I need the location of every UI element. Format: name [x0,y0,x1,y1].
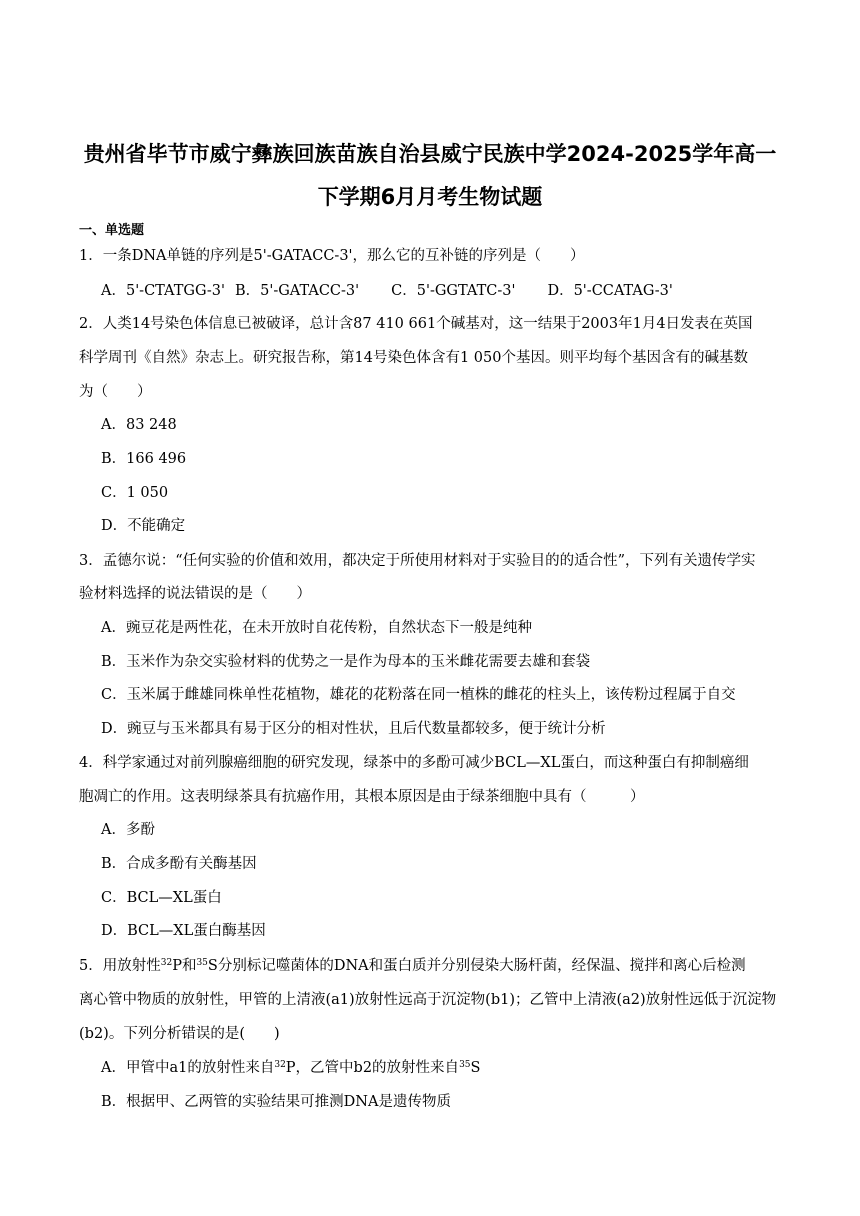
section-heading: 一、单选题 [79,223,145,238]
q2-option-a: A．83 248 [101,417,177,433]
q2-stem-line-1: 2．人类14号染色体信息已被破译，总计含87 410 661个碱基对，这一结果于2003年1月4日发表在英国 [79,316,753,332]
q5-stem-text: 5．用放射性 [79,958,161,974]
q4-stem-line-2: 胞凋亡的作用。这表明绿茶具有抗癌作用，其根本原因是由于绿茶细胞中具有（ ） [79,789,645,805]
q1-option-c: C．5'-GGTATC-3' [391,283,516,299]
isotope-superscript: 32 [274,1060,286,1070]
q3-stem-line-2: 验材料选择的说法错误的是（ ） [79,586,311,602]
q3-option-c: C．玉米属于雌雄同株单性花植物，雄花的花粉落在同一植株的雌花的柱头上，该传粉过程属于自交 [101,687,736,703]
q5-option-a-text: P，乙管中b2的放射性来自 [285,1060,460,1076]
q5-stem-text: S分别标记噬菌体的DNA和蛋白质并分别侵染大肠杆菌，经保温、搅拌和离心后检测 [207,958,746,974]
q1-option-b: B．5'-GATACC-3' [234,283,360,299]
exam-title-line-1: 贵州省毕节市威宁彝族回族苗族自治县威宁民族中学2024-2025学年高一 [83,142,777,166]
q1-option-a: A．5'-CTATGG-3' [101,283,225,299]
isotope-superscript: 35 [459,1060,471,1070]
q2-option-c: C．1 050 [101,485,169,501]
q4-option-b: B．合成多酚有关酶基因 [101,856,257,872]
q3-option-b: B．玉米作为杂交实验材料的优势之一是作为母本的玉米雌花需要去雄和套袋 [101,654,591,670]
q5-stem-text: P和 [172,958,197,974]
q5-option-b: B．根据甲、乙两管的实验结果可推测DNA是遗传物质 [101,1094,451,1110]
q5-stem-line-2: 离心管中物质的放射性，甲管的上清液(a1)放射性远高于沉淀物(b1)；乙管中上清液(a2)放射性远低于沉淀物 [79,992,777,1008]
q3-option-d: D．豌豆与玉米都具有易于区分的相对性状，且后代数量都较多，便于统计分析 [101,721,606,737]
q2-stem-line-2: 科学周刊《自然》杂志上。研究报告称，第14号染色体含有1 050个基因。则平均每个基因含有的碱基数 [79,350,748,366]
q5-option-a-text: A．甲管中a1的放射性来自 [101,1060,275,1076]
q4-option-a: A．多酚 [101,822,155,838]
q5-stem-line-1 [79,956,746,976]
q3-stem-line-1: 3．孟德尔说：“任何实验的价值和效用，都决定于所使用材料对于实验目的的适合性”，下列有关遗传学实 [79,553,756,569]
q5-option-a-text: S [470,1060,481,1076]
q1-stem: 1．一条DNA单链的序列是5'-GATACC-3'，那么它的互补链的序列是（ ） [79,248,585,264]
q4-stem-line-1: 4．科学家通过对前列腺癌细胞的研究发现，绿茶中的多酚可减少BCL—XL蛋白，而这种蛋白有抑制癌细 [79,755,749,771]
q2-option-b: B．166 496 [101,451,187,467]
q4-option-d: D．BCL—XL蛋白酶基因 [101,923,266,939]
isotope-superscript: 32 [160,958,173,968]
q2-stem-line-3: 为（ ） [79,384,152,400]
q1-option-d: D．5'-CCATAG-3' [547,283,673,299]
q5-stem-line-3: (b2)。下列分析错误的是( ) [79,1026,280,1042]
q3-option-a: A．豌豆花是两性花，在未开放时自花传粉，自然状态下一般是纯种 [101,620,532,636]
q1-options [101,281,673,301]
q5-option-a [101,1058,480,1078]
isotope-superscript: 35 [196,958,208,968]
q2-option-d: D．不能确定 [101,518,186,534]
q4-option-c: C．BCL—XL蛋白 [101,890,222,906]
exam-title-line-2: 下学期6月月考生物试题 [317,185,543,209]
